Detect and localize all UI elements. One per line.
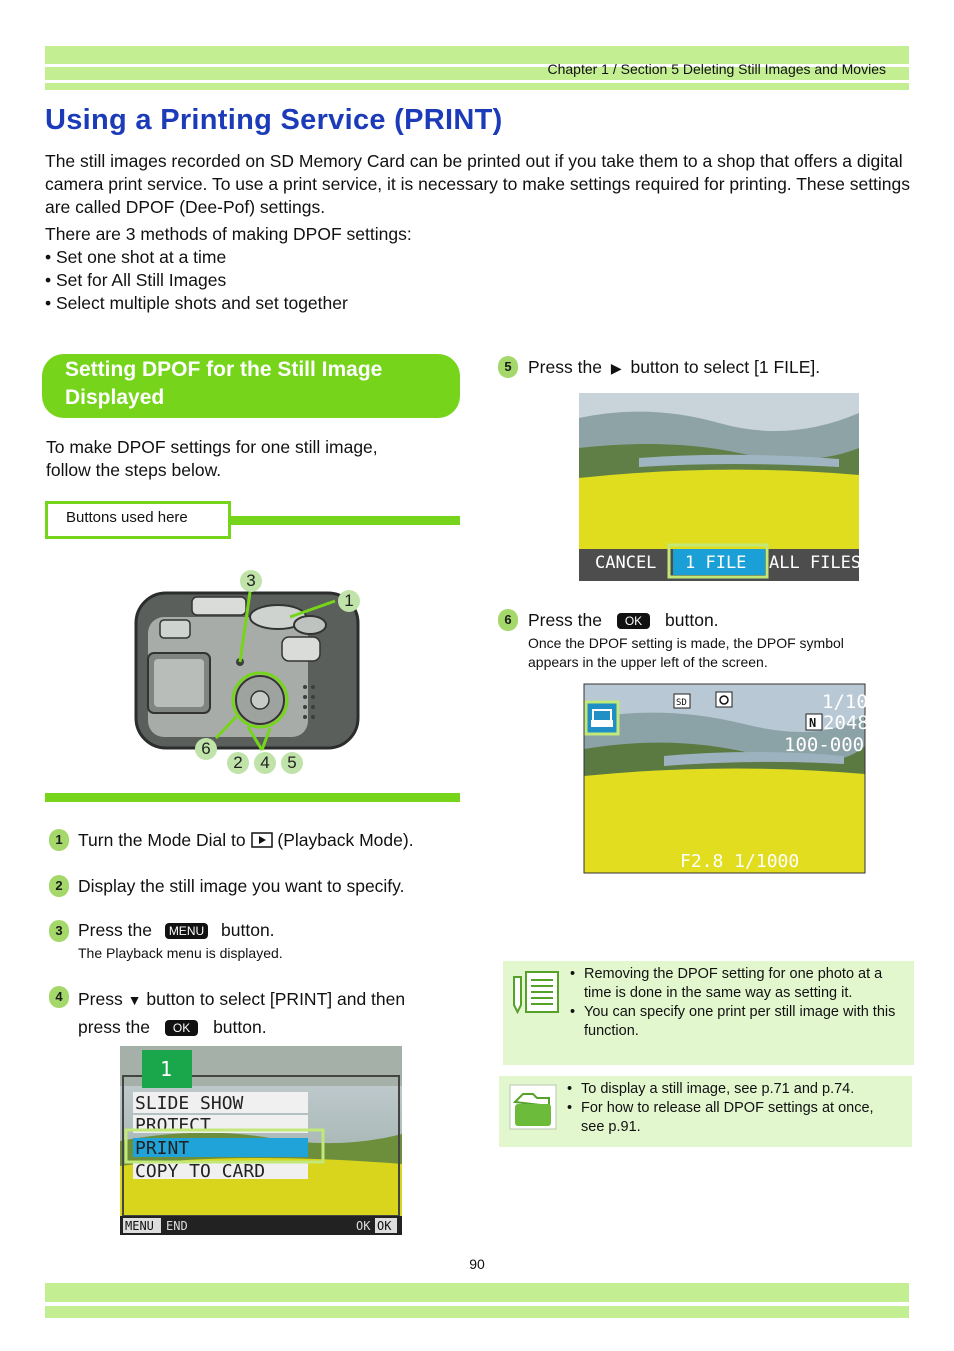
callout-number: 1 bbox=[338, 590, 360, 612]
menu-item: COPY TO CARD bbox=[135, 1161, 266, 1182]
camera-illustration bbox=[130, 565, 370, 755]
reference-note-item: • To display a still image, see p.71 and p.74. bbox=[565, 1080, 900, 1099]
step-1-post: (Playback Mode). bbox=[277, 830, 414, 850]
screen-dpof-set bbox=[584, 684, 876, 873]
file-number: 100-0001 bbox=[784, 734, 876, 756]
step-1-pre: Turn the Mode Dial to bbox=[78, 830, 246, 850]
step-4-post: button. bbox=[213, 1017, 267, 1037]
step-3-post: button. bbox=[221, 920, 275, 940]
step-6-text bbox=[528, 609, 719, 632]
ok-key-icon: OK bbox=[617, 613, 650, 629]
intro bbox=[45, 150, 915, 315]
callout-number: 3 bbox=[240, 570, 262, 592]
ok-label: OK bbox=[356, 1219, 371, 1233]
option-cancel: CANCEL bbox=[595, 553, 657, 573]
right-arrow-icon: ▶ bbox=[610, 360, 622, 376]
memo-note-list bbox=[568, 965, 898, 1041]
section-heading bbox=[42, 354, 460, 418]
callout-number: 2 bbox=[227, 752, 249, 774]
step-3-pre: Press the bbox=[78, 920, 152, 940]
option-all-files: ALL FILES bbox=[769, 553, 862, 573]
section-heading-line1: Setting DPOF for the Still Image bbox=[65, 358, 383, 381]
intro-bullet: • Set for All Still Images bbox=[45, 270, 227, 290]
page-title: Using a Printing Service (PRINT) bbox=[45, 104, 503, 136]
intro-bullet: • Select multiple shots and set together bbox=[45, 293, 348, 313]
screen-playback-menu bbox=[120, 1046, 402, 1235]
intro-bullet: • Set one shot at a time bbox=[45, 247, 227, 267]
step-1-text bbox=[78, 829, 414, 852]
step-5-post: button to select [1 FILE]. bbox=[630, 357, 821, 377]
frame-counter: 1/10 bbox=[822, 691, 868, 713]
step-3-text bbox=[78, 919, 275, 942]
down-arrow-icon: ▼ bbox=[127, 992, 142, 1008]
step-6-post: button. bbox=[665, 610, 719, 630]
footer-bar-bottom bbox=[45, 1306, 909, 1318]
menu-item-selected: PRINT bbox=[135, 1138, 190, 1159]
ok-key-label: OK bbox=[377, 1219, 392, 1233]
header-bar-bottom bbox=[45, 83, 909, 90]
step-6-pre: Press the bbox=[528, 610, 602, 630]
chapter-label: Chapter 1 / Section 5 Deleting Still Images and Movies bbox=[547, 61, 886, 77]
buttons-used-line bbox=[230, 516, 460, 525]
buttons-used-box bbox=[45, 501, 231, 539]
step-5-pre: Press the bbox=[528, 357, 602, 377]
section-divider bbox=[45, 793, 460, 802]
step-number: 4 bbox=[49, 986, 69, 1008]
footer-bar-top bbox=[45, 1283, 909, 1302]
image-size: 2048 bbox=[823, 712, 869, 734]
menu-item: PROTECT bbox=[135, 1115, 211, 1136]
menu-tab-number: 1 bbox=[160, 1057, 173, 1081]
step-number: 2 bbox=[49, 875, 69, 897]
step-4-line2-pre: press the bbox=[78, 1017, 150, 1037]
intro-paragraph: The still images recorded on SD Memory Card can be printed out if you take them to a shop that offers a digital camera print service. To use a print service, it is necessary to make settings required for printing. These settings are called DPOF (Dee-Pof) settings. bbox=[45, 151, 911, 217]
playback-mode-icon bbox=[251, 832, 273, 848]
step-4-mid: button to select [PRINT] and then bbox=[146, 989, 406, 1009]
quality-label: N bbox=[809, 716, 817, 730]
step-2-text: Display the still image you want to specify. bbox=[78, 876, 405, 896]
option-1-file: 1 FILE bbox=[685, 553, 747, 573]
step-4-text bbox=[78, 986, 405, 1041]
reference-note-box bbox=[499, 1076, 912, 1147]
buttons-used-label: Buttons used here bbox=[66, 509, 188, 526]
reference-note-item: • For how to release all DPOF settings at once, see p.91. bbox=[565, 1099, 900, 1137]
intro-methods-lead: There are 3 methods of making DPOF settings: bbox=[45, 224, 412, 244]
memo-note-item: • You can specify one print per still image with this function. bbox=[568, 1003, 898, 1041]
step-6-note-line2: appears in the upper left of the screen. bbox=[528, 654, 768, 670]
screen-select-file bbox=[579, 393, 862, 581]
callout-number: 5 bbox=[281, 752, 303, 774]
reference-note-list bbox=[565, 1080, 900, 1137]
step-number: 6 bbox=[498, 609, 518, 631]
menu-key-icon: MENU bbox=[165, 923, 208, 939]
menu-key-label: MENU bbox=[125, 1219, 154, 1233]
step-number: 5 bbox=[498, 356, 518, 378]
step-5-text bbox=[528, 356, 820, 380]
memo-note-item: • Removing the DPOF setting for one photo at a time is done in the same way as setting it. bbox=[568, 965, 898, 1003]
sd-label: SD bbox=[676, 698, 687, 708]
callout-number: 6 bbox=[195, 738, 217, 760]
section-description bbox=[46, 436, 378, 482]
section-heading-line2: Displayed bbox=[65, 386, 165, 409]
section-description-line1: To make DPOF settings for one still image, bbox=[46, 437, 378, 457]
callout-number: 4 bbox=[254, 752, 276, 774]
step-6-note-line1: Once the DPOF setting is made, the DPOF symbol bbox=[528, 635, 844, 651]
memo-icon bbox=[512, 971, 560, 1013]
step-number: 1 bbox=[49, 829, 69, 851]
exposure-info: F2.8 1/1000 bbox=[680, 851, 800, 872]
page-number: 90 bbox=[469, 1256, 485, 1272]
menu-item: SLIDE SHOW bbox=[135, 1093, 244, 1114]
step-4-pre: Press bbox=[78, 989, 123, 1009]
step-6-note bbox=[528, 634, 844, 672]
step-3-note: The Playback menu is displayed. bbox=[78, 945, 283, 961]
step-number: 3 bbox=[49, 920, 69, 942]
section-description-line2: follow the steps below. bbox=[46, 460, 222, 480]
ok-key-icon: OK bbox=[165, 1020, 198, 1036]
memo-note-box bbox=[503, 961, 914, 1065]
folder-icon bbox=[509, 1084, 557, 1130]
end-label: END bbox=[166, 1219, 188, 1233]
